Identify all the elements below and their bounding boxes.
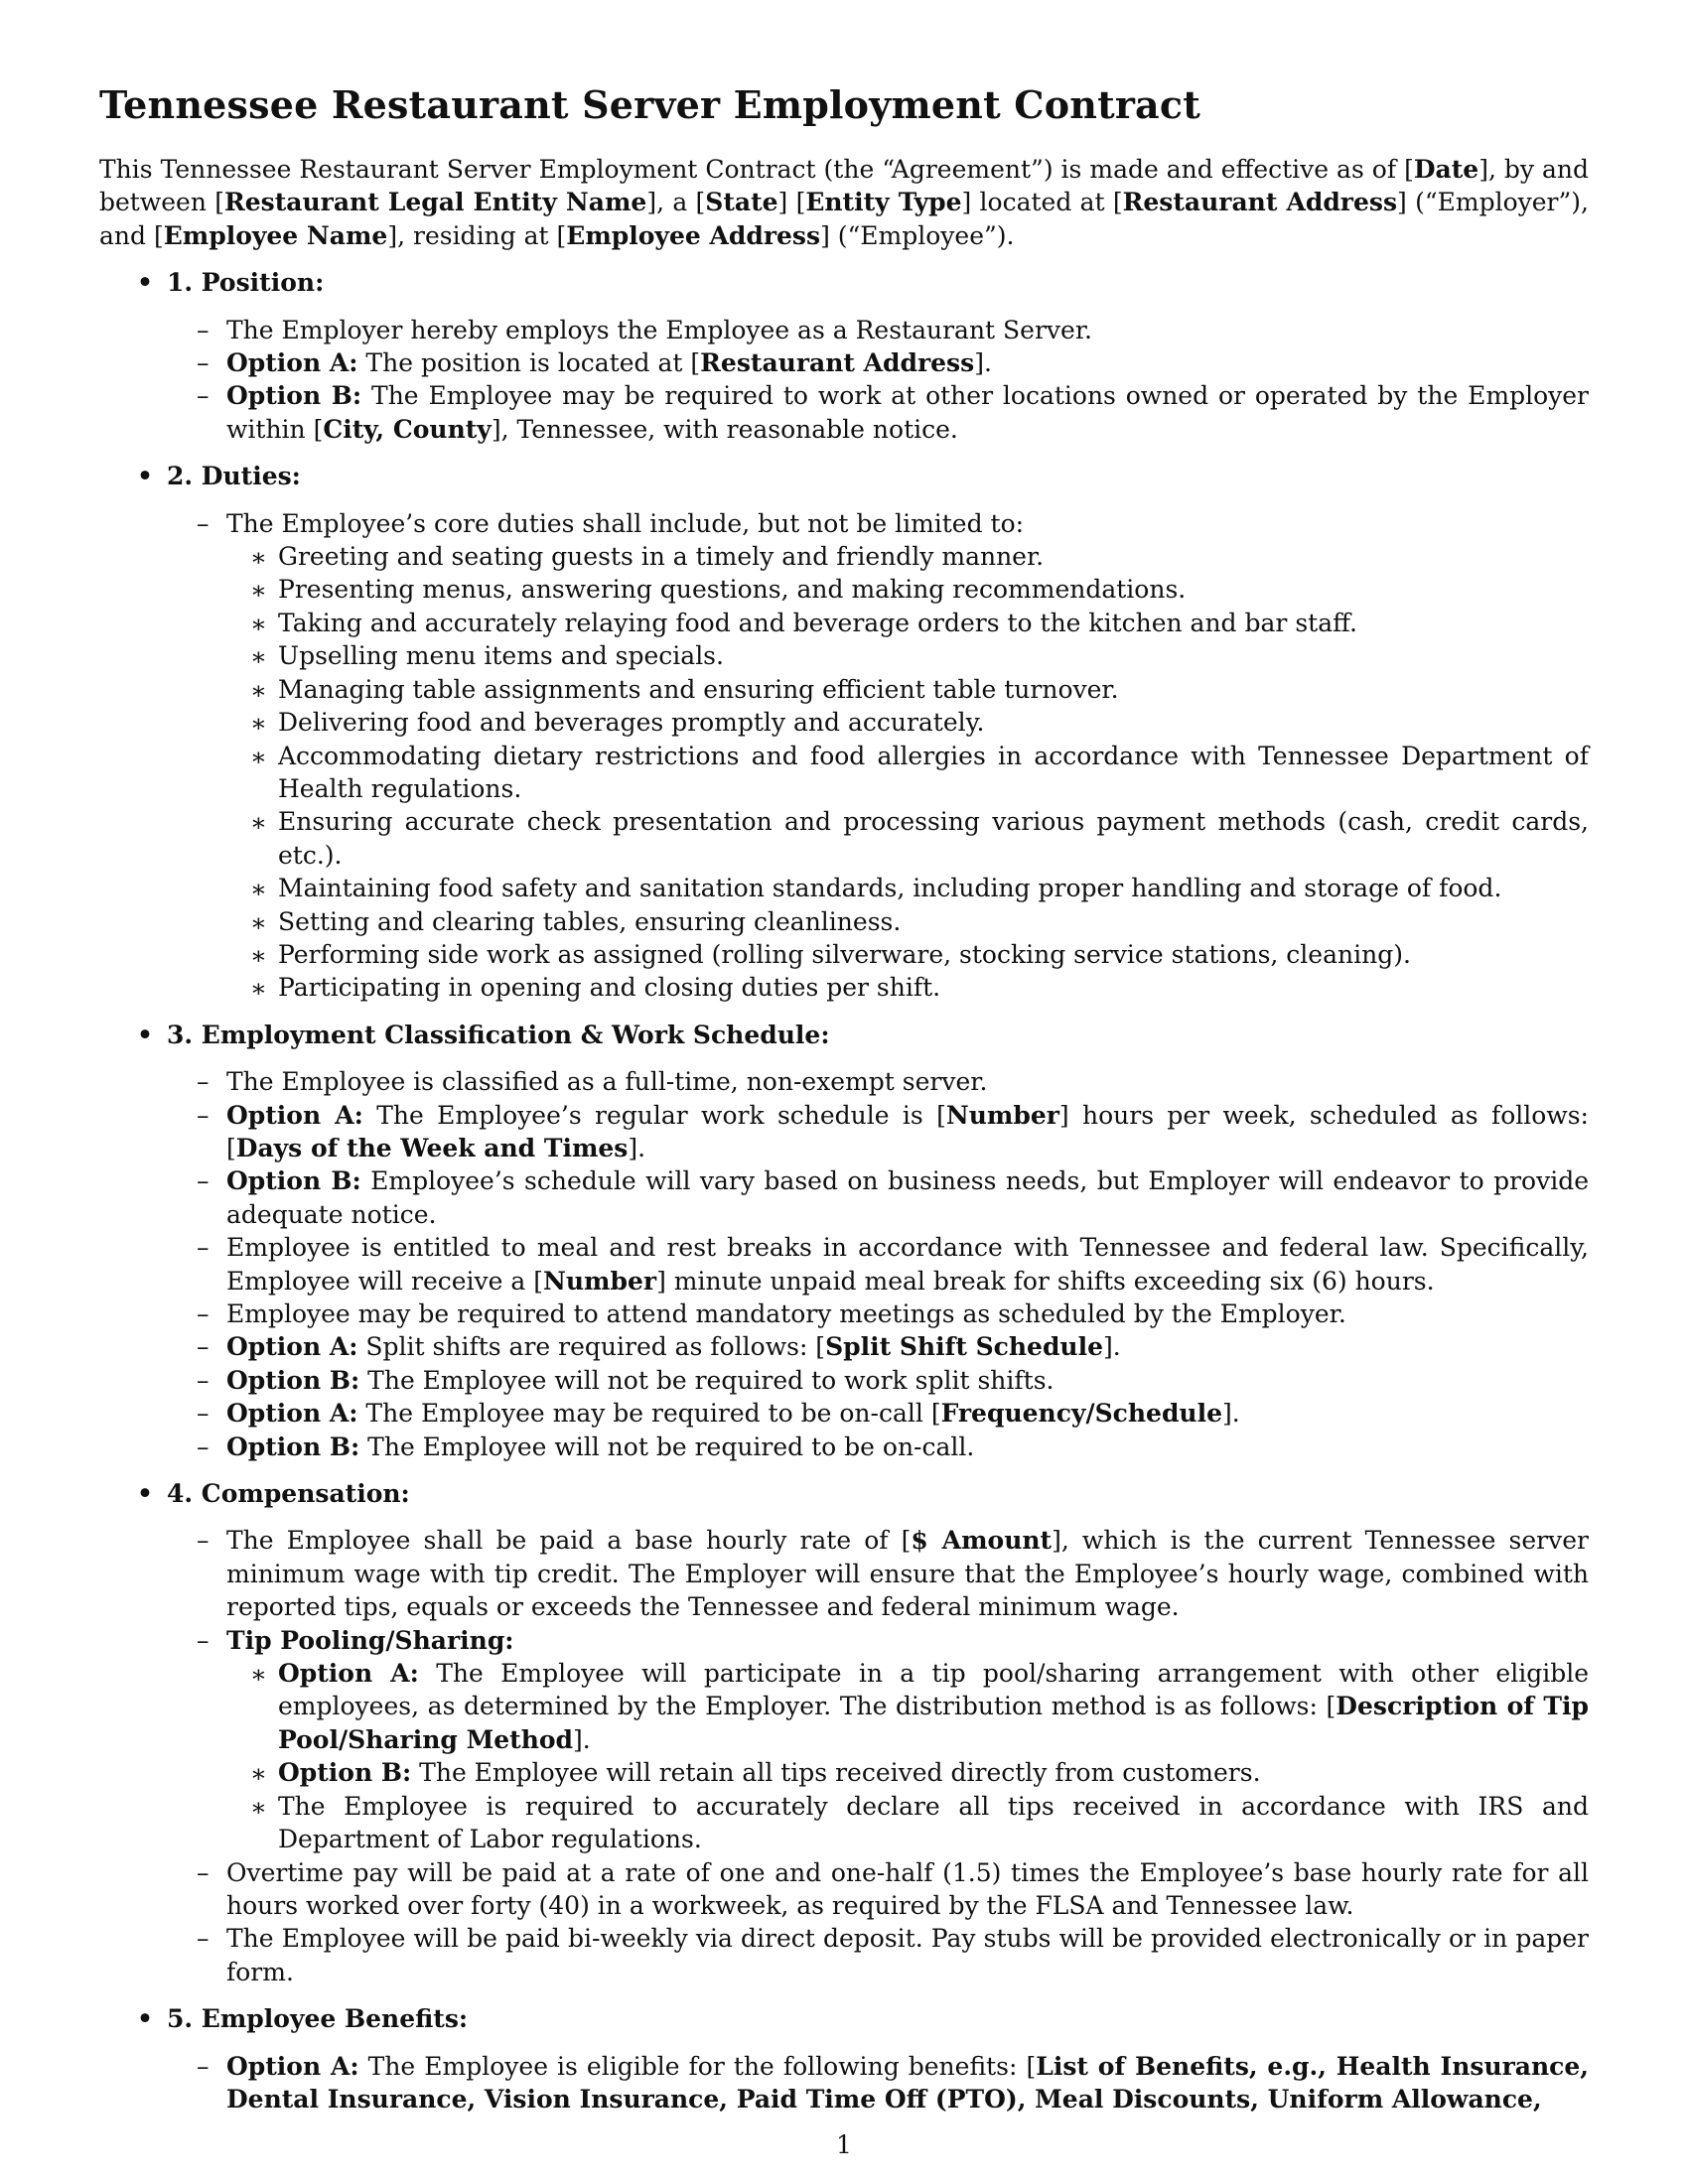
section-title: 5. Employee Benefits: [167,2004,469,2034]
sub-item [226,607,1589,639]
section-items [167,507,1589,1005]
section-items [167,1065,1589,1463]
dash-bullet-icon: – [197,1100,210,1130]
dash-bullet-icon: – [197,1399,210,1429]
dash-bullet-icon: – [197,1299,210,1328]
dash-bullet-icon: – [197,1432,210,1461]
bold-text: Frequency/Schedule [940,1399,1223,1429]
bullet-icon: • [137,462,153,491]
bold-text: Employee Address [566,220,821,250]
bold-text: Date [1413,155,1479,184]
bold-text: Option B: [278,1758,412,1788]
asterisk-bullet-icon: ∗ [250,875,267,904]
section-item [167,1624,1589,1856]
text-run: The Employee is eligible for the following benefits: [ [358,2051,1037,2081]
section-title: 1. Position: [167,268,325,298]
bold-text: $ Amount [911,1526,1053,1556]
text-run: ] minute unpaid meal break for shifts exceeding six (6) hours. [656,1266,1435,1296]
sub-item-list [226,1657,1589,1855]
text-run: The Employee will retain all tips received directly from customers. [411,1758,1261,1788]
dash-bullet-icon: – [197,1067,210,1097]
asterisk-bullet-icon: ∗ [250,974,267,1004]
sub-item [226,1657,1589,1756]
section-items [167,314,1589,447]
sub-item-list [226,540,1589,1005]
section-items [167,2050,1589,2116]
text-run: Performing side work as assigned (rolling silverware, stocking service stations, cleaning). [278,939,1411,969]
text-run: ]. [1222,1399,1240,1429]
dash-bullet-icon: – [197,1233,210,1263]
bold-text: Option A: [226,1100,363,1130]
text-run: This Tennessee Restaurant Server Employment Contract (the “Agreement”) is made and effective as of [99,155,1405,184]
text-run: ] (“Employer”), and [ [99,188,1589,250]
dash-bullet-icon: – [197,1924,210,1954]
bold-text: Option A: [278,1659,419,1689]
text-run: Participating in opening and closing duties per shift. [278,973,941,1003]
section-item [167,1231,1589,1297]
text-run: The Employee will participate in a tip pool/sharing arrangement with other eligible employees, as determined by the Employer. The distribution method is as follows: [ [278,1659,1589,1721]
bold-text: Restaurant Address [700,348,975,378]
section-item [167,1164,1589,1231]
sub-item [226,971,1589,1004]
dash-bullet-icon: – [197,1526,210,1556]
text-run: The Employee shall be paid a base hourly rate of [ [226,1526,912,1556]
dash-bullet-icon: – [197,1365,210,1395]
bold-text: City, County [323,414,492,444]
text-run: The position is located at [ [357,348,701,378]
contract-section [99,1019,1589,1463]
text-run: The Employee may be required to be on-call [ [357,1399,941,1429]
section-item [167,1297,1589,1330]
text-run: ] (“Employee”). [820,220,1015,250]
section-item [167,1330,1589,1363]
contract-section [99,2002,1589,2116]
asterisk-bullet-icon: ∗ [250,675,267,705]
asterisk-bullet-icon: ∗ [250,1759,267,1789]
text-run: ] [ [777,188,806,217]
text-run: Overtime pay will be paid at a rate of one and one-half (1.5) times the Employee’s base hourly rate for all hours worked over forty (40) in a workweek, as required by the FLSA and Tennessee law. [226,1857,1589,1920]
asterisk-bullet-icon: ∗ [250,609,267,638]
dash-bullet-icon: – [197,348,210,378]
bold-text: Option B: [226,1432,360,1461]
section-title: 4. Compensation: [167,1479,410,1509]
sub-item [226,706,1589,739]
text-run: Presenting menus, answering questions, and making recommendations. [278,575,1187,605]
text-run: ], which is the current Tennessee server minimum wage with tip credit. The Employer will ensure that the Employee’s hourly wage, combined with reported tips, equals or exceeds the Tennessee and federal minimum wage. [226,1526,1589,1622]
intro-paragraph [99,153,1589,252]
text-run: The Employee is required to accurately declare all tips received in accordance with IRS and Department of Labor regulations. [278,1791,1589,1854]
text-run: The Employee will not be required to be on-call. [359,1432,975,1461]
bold-text: Option A: [226,2051,359,2081]
bullet-icon: • [137,268,153,298]
text-run: Taking and accurately relaying food and beverage orders to the kitchen and bar staff. [278,608,1357,637]
contract-section [99,266,1589,446]
text-run: [ [1404,155,1414,184]
text-run: Ensuring accurate check presentation and processing various payment methods (cash, credit cards, etc.). [278,807,1589,870]
bold-text: Restaurant Address [1122,188,1398,217]
text-run: ] hours per week, scheduled as follows: [ [226,1100,1589,1162]
page-number: 1 [836,2130,852,2159]
bold-text: List of Benefits, e.g., Health Insurance, Dental Insurance, Vision Insurance, Paid Time Off (PTO), Meal Discounts, Uniform Allowance, [226,2051,1589,2114]
asterisk-bullet-icon: ∗ [250,1660,267,1690]
dash-bullet-icon: – [197,508,210,538]
section-item [167,1397,1589,1430]
section-title: 2. Duties: [167,462,301,491]
section-item [167,1065,1589,1098]
asterisk-bullet-icon: ∗ [250,907,267,937]
asterisk-bullet-icon: ∗ [250,642,267,672]
bold-text: Restaurant Legal Entity Name [223,188,647,217]
sub-item [226,872,1589,904]
bullet-icon: • [137,2004,153,2034]
contract-section [99,1477,1589,1988]
asterisk-bullet-icon: ∗ [250,576,267,606]
bold-text: Option B: [226,381,362,411]
asterisk-bullet-icon: ∗ [250,1792,267,1822]
section-items [167,1524,1589,1988]
text-run: Split shifts are required as follows: [ [357,1332,826,1362]
asterisk-bullet-icon: ∗ [250,742,267,771]
bold-text: State [705,188,778,217]
text-run: Upselling menu items and specials. [278,641,724,671]
text-run: The Employer hereby employs the Employee as a Restaurant Server. [226,315,1092,344]
text-run: The Employee will not be required to work split shifts. [359,1365,1055,1395]
dash-bullet-icon: – [197,1625,210,1655]
dash-bullet-icon: – [197,1166,210,1196]
section-item [167,314,1589,346]
text-run: The Employee’s core duties shall include, but not be limited to: [226,508,1025,538]
sub-item [226,938,1589,971]
section-item [167,346,1589,379]
dash-bullet-icon: – [197,381,210,411]
asterisk-bullet-icon: ∗ [250,709,267,739]
text-run: ]. [573,1724,591,1754]
bold-text: Entity Type [805,188,962,217]
text-run: The Employee may be required to work at other locations owned or operated by the Employer within [ [226,381,1589,444]
sub-item [226,805,1589,872]
text-run: Accommodating dietary restrictions and food allergies in accordance with Tennessee Department of Health regulations. [278,741,1589,803]
text-run: ], a [ [646,188,706,217]
text-run: Employee’s schedule will vary based on business needs, but Employer will endeavor to provide adequate notice. [226,1166,1590,1229]
bold-text: Option B: [226,1166,361,1196]
bold-text: Number [945,1100,1059,1130]
bold-text: Option A: [226,1399,358,1429]
sub-item [226,573,1589,606]
sub-item [226,1790,1589,1856]
asterisk-bullet-icon: ∗ [250,940,267,970]
text-run: The Employee’s regular work schedule is [ [362,1100,946,1130]
sub-item [226,540,1589,573]
sub-item [226,905,1589,938]
sub-item [226,740,1589,806]
bullet-icon: • [137,1479,153,1509]
text-run: Managing table assignments and ensuring efficient table turnover. [278,674,1119,704]
text-run: Employee is entitled to meal and rest breaks in accordance with Tennessee and federal law. Specifically, Employee will receive a [ [226,1233,1589,1296]
asterisk-bullet-icon: ∗ [250,543,267,573]
dash-bullet-icon: – [197,1332,210,1362]
bold-text: Option A: [226,348,358,378]
section-item [167,1922,1589,1988]
section-item [167,2050,1589,2116]
dash-bullet-icon: – [197,1857,210,1887]
sub-item [226,673,1589,706]
section-item [167,1364,1589,1397]
text-run: Delivering food and beverages promptly and accurately. [278,708,985,738]
text-run: The Employee is classified as a full-time, non-exempt server. [226,1067,988,1097]
text-run: ], Tennessee, with reasonable notice. [491,414,958,444]
bold-text: Number [543,1266,657,1296]
text-run: ], by and between [ [99,155,1589,217]
text-run: ], residing at [ [387,220,567,250]
bold-text: Description of Tip Pool/Sharing Method [278,1692,1589,1754]
contract-section [99,460,1589,1005]
bold-text: Option B: [226,1365,360,1395]
text-run: Greeting and seating guests in a timely and friendly manner. [278,542,1045,572]
bullet-icon: • [137,1020,153,1049]
sub-item [226,639,1589,672]
dash-bullet-icon: – [197,2051,210,2081]
text-run: Employee may be required to attend mandatory meetings as scheduled by the Employer. [226,1299,1346,1328]
bold-text: Tip Pooling/Sharing: [226,1625,514,1655]
section-item [167,507,1589,1005]
bold-text: Option A: [226,1332,358,1362]
bold-text: Employee Name [163,220,388,250]
bold-text: Days of the Week and Times [235,1133,629,1162]
text-run: The Employee will be paid bi-weekly via direct deposit. Pay stubs will be provided electronically or in paper form. [226,1924,1589,1986]
text-run: ]. [1103,1332,1121,1362]
document-body [99,81,1589,2129]
dash-bullet-icon: – [197,315,210,344]
section-item [167,379,1589,446]
section-title: 3. Employment Classification & Work Schedule: [167,1020,830,1049]
section-item [167,1099,1589,1165]
document-title: Tennessee Restaurant Server Employment Contract [99,82,1200,127]
text-run: ] located at [ [961,188,1123,217]
section-item [167,1524,1589,1623]
text-run: ]. [974,348,992,378]
section-list [99,266,1589,2116]
section-item [167,1431,1589,1463]
bold-text: Split Shift Schedule [825,1332,1104,1362]
text-run: Maintaining food safety and sanitation standards, including proper handling and storage of food. [278,874,1502,903]
asterisk-bullet-icon: ∗ [250,808,267,838]
text-run: ]. [628,1133,646,1162]
sub-item [226,1756,1589,1789]
section-item [167,1856,1589,1923]
text-run: Setting and clearing tables, ensuring cleanliness. [278,906,902,936]
